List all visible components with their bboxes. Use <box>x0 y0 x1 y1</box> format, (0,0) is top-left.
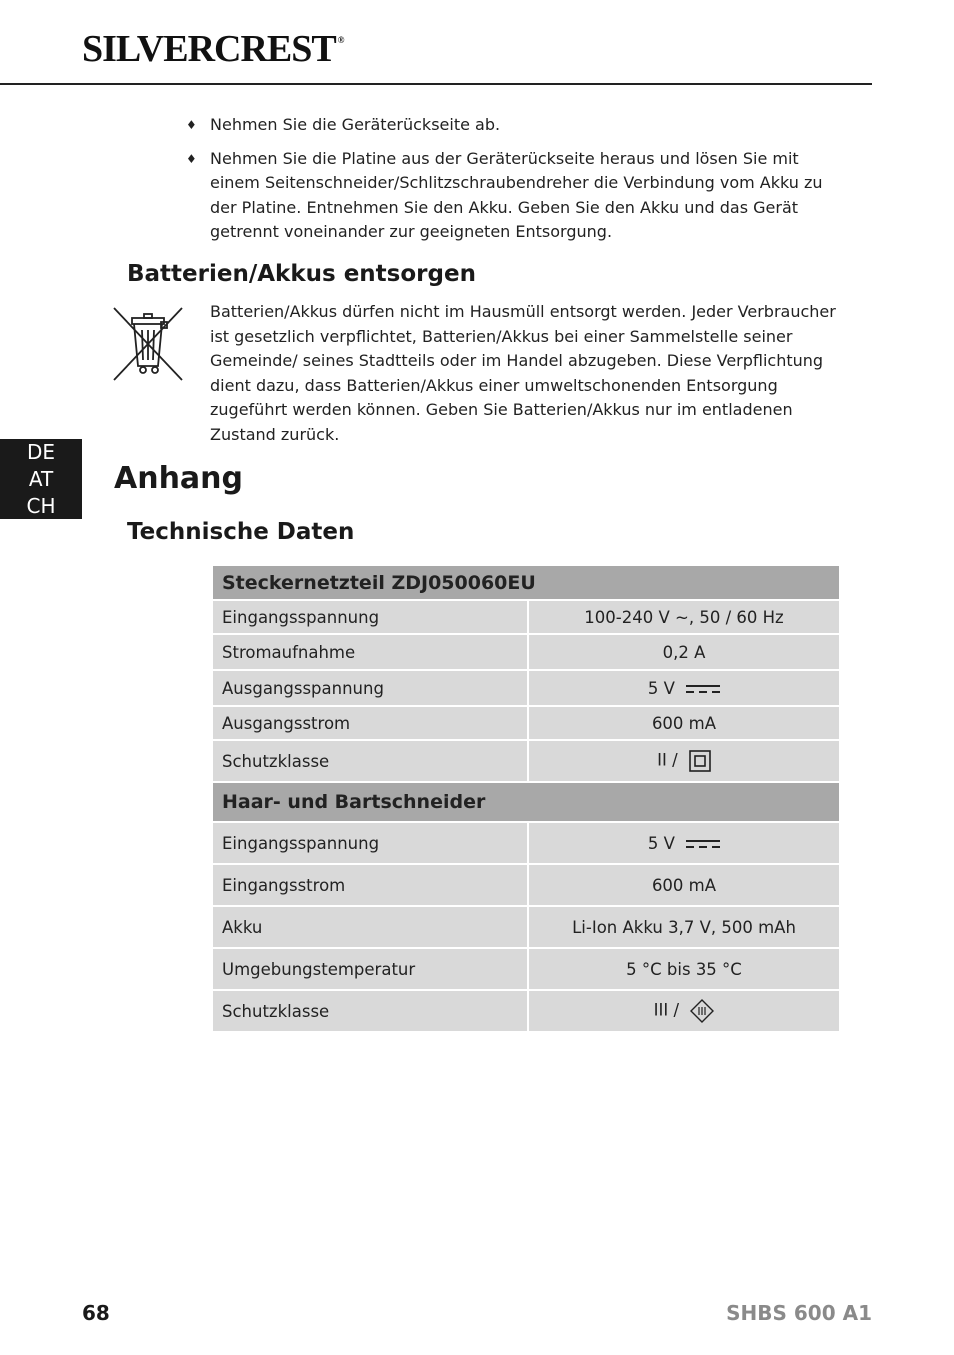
crossed-out-bin-icon <box>110 306 186 384</box>
row-label: Schutzklasse <box>212 990 528 1032</box>
registered-mark: ® <box>337 35 344 45</box>
row-label: Schutzklasse <box>212 740 528 782</box>
row-value: 5 V <box>647 833 675 853</box>
table-row <box>212 600 840 634</box>
battery-text: Batterien/Akkus dürfen nicht im Hausmüll entsorgt werden. Jeder Verbraucher ist gesetzlich verpflichtet, Batterien/Akkus bei einer Sammelstelle seiner Gemeinde/ seines Stadtteils oder im Handel abzugeben. Diese Verpflichtung dient dazu, dass Batterien/Akkus einer umweltschonenden Entsorgung zugeführt werden können. Geben Sie Batterien/Akkus nur im entladenen Zustand zurück. <box>210 302 836 444</box>
lang-at: AT <box>28 466 54 491</box>
row-value: 600 mA <box>528 706 840 740</box>
row-value-cell <box>528 990 840 1032</box>
diamond-bullet-icon: ♦ <box>186 118 197 132</box>
table-row <box>212 822 840 864</box>
page-number: 68 <box>82 1301 110 1325</box>
row-value: Li-Ion Akku 3,7 V, 500 mAh <box>528 906 840 948</box>
table-row <box>212 906 840 948</box>
row-label: Akku <box>212 906 528 948</box>
battery-heading: Batterien/Akkus entsorgen <box>127 261 476 287</box>
row-label: Umgebungstemperatur <box>212 948 528 990</box>
row-label: Ausgangsstrom <box>212 706 528 740</box>
group-title: Haar- und Bartschneider <box>212 782 840 822</box>
spec-table <box>211 564 841 1033</box>
protection-class-iii-icon <box>690 999 714 1023</box>
group-title: Steckernetzteil ZDJ050060EU <box>212 565 840 600</box>
list-item <box>186 147 836 245</box>
list-item-text: Nehmen Sie die Platine aus der Geräterückseite heraus und lösen Sie mit einem Seitenschneider/Schlitzschraubendreher die Verbindung vom Akku zu der Platine. Entnehmen Sie den Akku. Geben Sie den Akku und das Gerät getrennt voneinander zur geeigneten Entsorgung. <box>210 148 823 241</box>
table-row <box>212 740 840 782</box>
header-rule <box>0 83 872 85</box>
row-value-cell <box>528 740 840 782</box>
list-item-text: Nehmen Sie die Geräterückseite ab. <box>210 115 501 134</box>
row-label: Eingangsstrom <box>212 864 528 906</box>
direct-current-icon <box>686 684 720 694</box>
table-row <box>212 634 840 670</box>
row-label: Eingangsspannung <box>212 822 528 864</box>
row-value: 5 V <box>647 678 675 698</box>
lang-ch: CH <box>26 493 56 518</box>
row-value: III / <box>653 1000 680 1020</box>
table-group-header <box>212 565 840 600</box>
table-group-header <box>212 782 840 822</box>
brand-logo <box>82 30 343 68</box>
table-row <box>212 990 840 1032</box>
list-item <box>186 113 836 138</box>
row-label: Eingangsspannung <box>212 600 528 634</box>
brand-logo-text: SILVERCREST <box>82 28 336 70</box>
row-value: 100-240 V ~, 50 / 60 Hz <box>528 600 840 634</box>
table-row <box>212 706 840 740</box>
direct-current-icon <box>686 839 720 849</box>
table-row <box>212 670 840 706</box>
row-label: Ausgangsspannung <box>212 670 528 706</box>
row-label: Stromaufnahme <box>212 634 528 670</box>
row-value: II / <box>657 750 678 770</box>
table-row <box>212 864 840 906</box>
table-row <box>212 948 840 990</box>
tech-heading: Technische Daten <box>127 519 355 545</box>
row-value-cell <box>528 670 840 706</box>
row-value-cell <box>528 822 840 864</box>
appendix-heading: Anhang <box>114 461 244 496</box>
row-value: 5 °C bis 35 °C <box>528 948 840 990</box>
row-value: 600 mA <box>528 864 840 906</box>
lang-de: DE <box>26 439 56 464</box>
protection-class-ii-icon <box>689 750 711 772</box>
instruction-list <box>186 113 836 254</box>
diamond-bullet-icon: ♦ <box>186 151 197 166</box>
model-number: SHBS 600 A1 <box>726 1301 872 1325</box>
row-value: 0,2 A <box>528 634 840 670</box>
language-tab <box>0 439 82 519</box>
